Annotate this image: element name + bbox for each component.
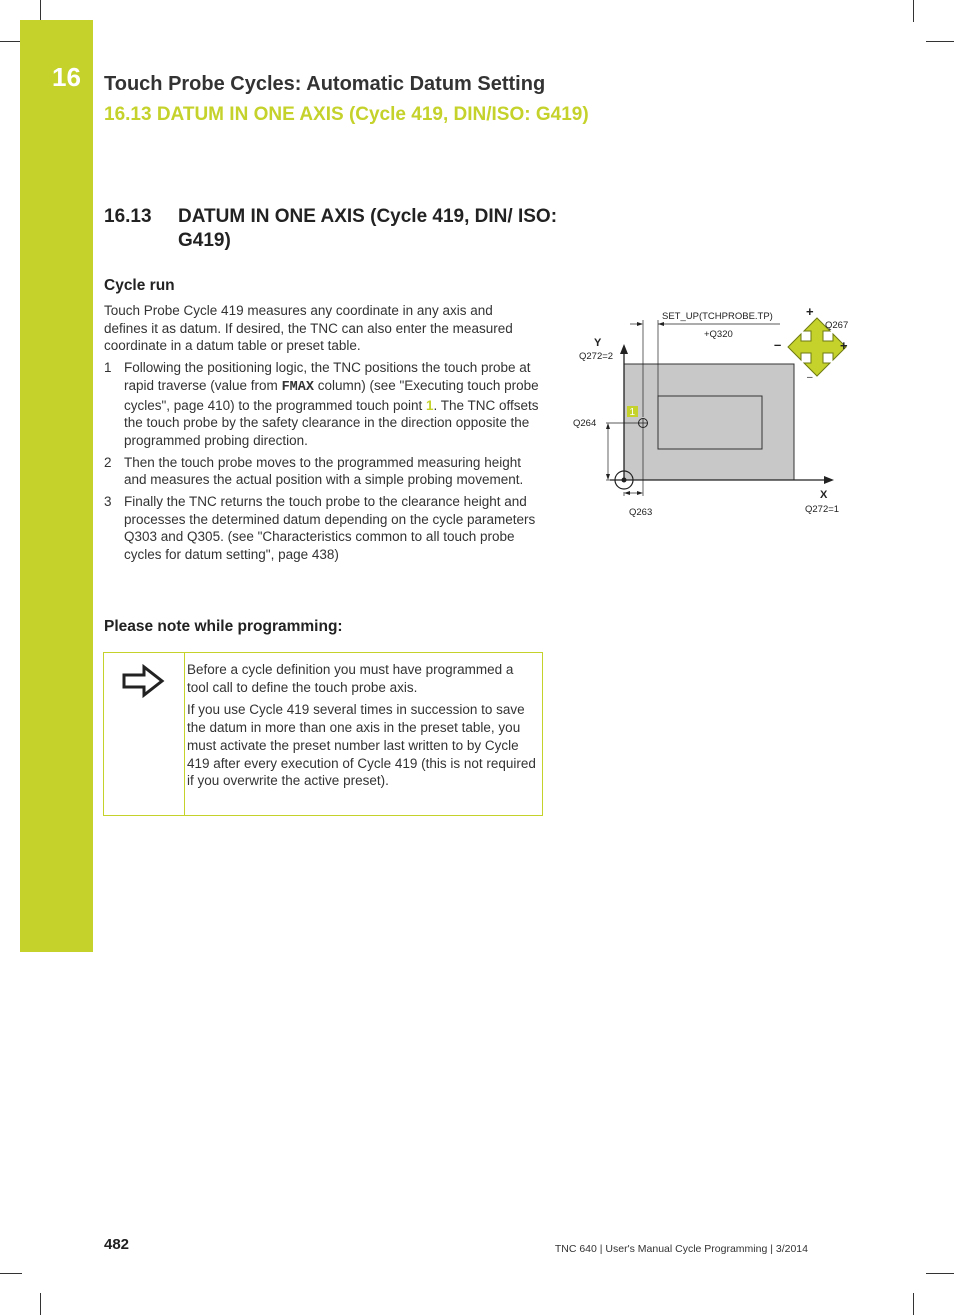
note-box [103, 652, 543, 816]
step-number: 1 [104, 360, 112, 376]
crop-mark [913, 1293, 914, 1315]
note-heading: Please note while programming: [104, 618, 343, 635]
section-heading: DATUM IN ONE AXIS (Cycle 419, DIN/ ISO: G419) [178, 206, 558, 251]
section-number: 16.13 [104, 206, 152, 227]
step-number: 2 [104, 454, 112, 470]
arrow-right-icon [120, 663, 168, 704]
q263-label: Q263 [629, 507, 653, 518]
step-number: 3 [104, 494, 112, 510]
chapter-number: 16 [52, 62, 81, 92]
running-header-subtitle: 16.13 DATUM IN ONE AXIS (Cycle 419, DIN/ISO: G419) [104, 104, 589, 125]
chapter-sidebar [20, 20, 93, 952]
x-axis-label: X [820, 489, 828, 501]
q272-1-label: Q272=1 [805, 504, 840, 515]
workpiece-inner [658, 396, 762, 449]
q267-label: Q267 [825, 320, 849, 331]
crop-mark [926, 1273, 954, 1274]
crop-mark [913, 0, 914, 22]
section-title [104, 205, 564, 253]
step-text: Following the positioning logic, the TNC positions the touch probe at rapid traverse (value from [124, 360, 531, 393]
y-axis-arrowhead [620, 344, 628, 354]
step-text: . The TNC offsets the touch probe by the safety clearance in the direction opposite the programmed probing direction. [124, 397, 539, 448]
q272-2-label: Q272=2 [579, 351, 614, 362]
minus-bottom-label: – [807, 372, 813, 383]
crop-mark [40, 0, 41, 22]
cycle-419-figure [570, 300, 870, 530]
note-text [187, 661, 537, 795]
x-axis-arrowhead [824, 476, 834, 484]
cycle-run-heading: Cycle run [104, 277, 175, 294]
list-item [104, 359, 544, 450]
note-paragraph: If you use Cycle 419 several times in succession to save the datum in more than one axis in the preset table, you must activate the preset number last written to by Cycle 419 after every execution of Cycle 419 (this is not required if you overwrite the active preset). [187, 702, 536, 789]
plus-top-label: + [806, 304, 814, 319]
running-header-title: Touch Probe Cycles: Automatic Datum Setting [104, 73, 546, 95]
note-paragraph: Before a cycle definition you must have programmed a tool call to define the touch probe axis. [187, 662, 514, 695]
q264-label: Q264 [573, 418, 597, 429]
note-divider [184, 653, 185, 815]
y-axis-label: Y [594, 337, 602, 349]
crop-mark [0, 1273, 22, 1274]
list-item [104, 454, 544, 489]
cycle-run-body [104, 302, 544, 568]
crop-mark [0, 41, 22, 42]
minus-left-label: – [774, 337, 782, 352]
touch-point-ref: 1 [425, 397, 434, 413]
footer-info: TNC 640 | User's Manual Cycle Programming | 3/2014 [554, 1243, 808, 1255]
q320-label: +Q320 [704, 329, 733, 340]
code-fmax: FMAX [281, 379, 314, 395]
set-up-label: SET_UP(TCHPROBE.TP) [662, 311, 773, 322]
cycle-run-intro: Touch Probe Cycle 419 measures any coordinate in any axis and defines it as datum. If desired, the TNC can also enter the measured coordinate in a datum table or preset table. [104, 303, 513, 354]
page-number: 482 [104, 1236, 130, 1253]
cycle-run-steps [104, 359, 544, 564]
step-text: Then the touch probe moves to the programmed measuring height and measures the actual position with a simple probing movement. [124, 454, 524, 488]
crop-mark [40, 1293, 41, 1315]
crop-mark [926, 41, 954, 42]
step-text: column) (see "Executing touch probe cycles", page 410) to the programmed touch point [124, 377, 539, 413]
list-item [104, 493, 544, 564]
step-text: Finally the TNC returns the touch probe to the clearance height and processes the determined datum depending on the cycle parameters Q303 and Q305. (see "Characteristics common to all touch probe cycles for datum setting", page 438) [124, 494, 536, 563]
datum-circle-inner [622, 478, 627, 483]
point-label: 1 [629, 407, 636, 418]
plus-right-label: + [840, 338, 848, 353]
